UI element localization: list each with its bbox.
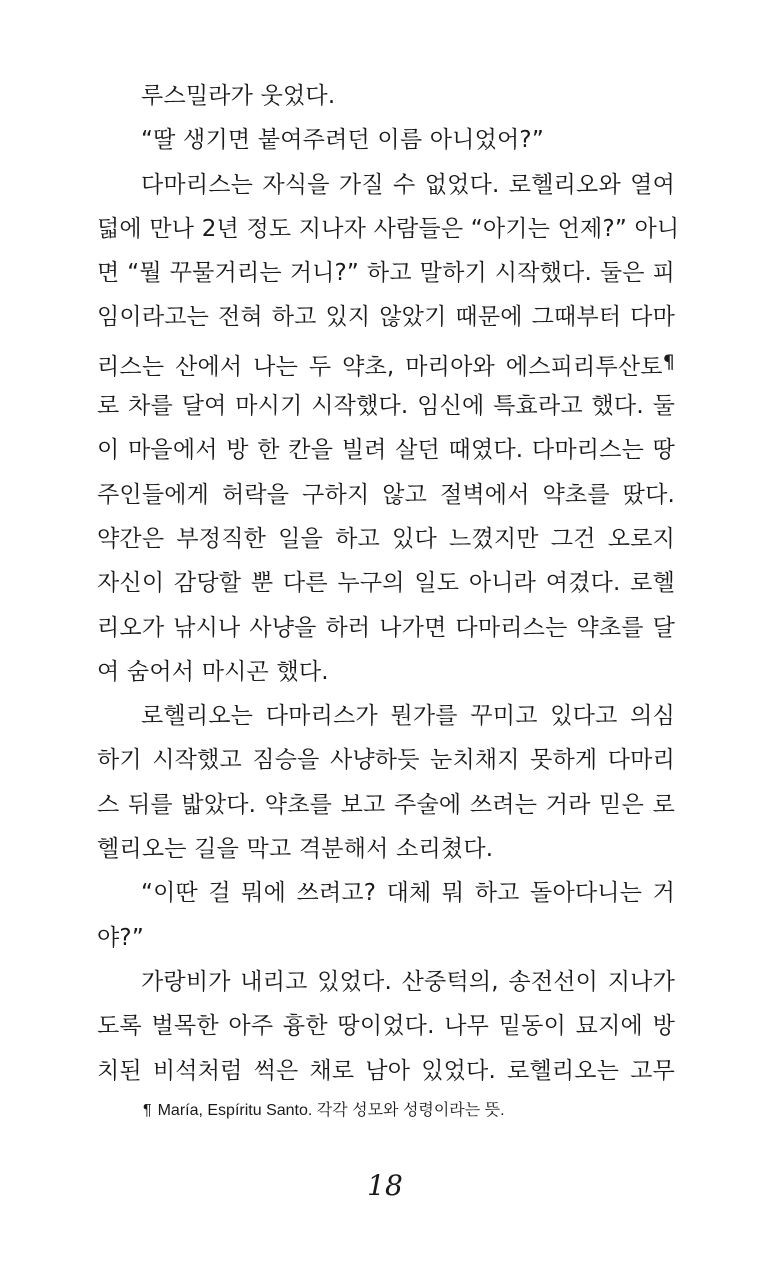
text-line: 덟에 만나 2년 정도 지나자 사람들은 “아기는 언제?” 아니: [97, 215, 680, 242]
footnote-marker: ¶: [662, 350, 675, 373]
footnote-symbol: ¶: [143, 1102, 152, 1119]
text-line: 루스밀라가 웃었다.: [141, 83, 336, 109]
text-line: 헬리오는 길을 막고 격분해서 소리쳤다.: [97, 836, 494, 863]
text-line: “딸 생기면 붙여주려던 이름 아니었어?”: [141, 127, 544, 154]
page-number: 18: [367, 1169, 403, 1202]
text-line: 이 마을에서 방 한 칸을 빌려 살던 때였다. 다마리스는 땅: [97, 437, 675, 464]
text-line: 여 숨어서 마시곤 했다.: [97, 658, 329, 685]
text-line: 도록 벌목한 아주 흉한 땅이었다. 나무 밑동이 묘지에 방: [97, 1013, 675, 1040]
text-line: 가랑비가 내리고 있었다. 산중턱의, 송전선이 지나가: [141, 968, 675, 995]
text-line: 다마리스는 자식을 가질 수 없었다. 로헬리오와 열여: [141, 171, 675, 198]
text-line: 면 “뭘 꾸물거리는 거니?” 하고 말하기 시작했다. 둘은 피: [97, 260, 675, 287]
text-line: 주인들에게 허락을 구하지 않고 절벽에서 약초를 땄다.: [97, 481, 675, 508]
text-line: 리오가 낚시나 사냥을 하러 나가면 다마리스는 약초를 달: [97, 614, 675, 641]
text-line: 야?”: [97, 924, 144, 951]
text-line: 하기 시작했고 짐승을 사냥하듯 눈치채지 못하게 다마리: [97, 747, 675, 774]
text-line: 로헬리오는 다마리스가 뭔가를 꾸미고 있다고 의심: [141, 703, 675, 730]
text-line: 로 차를 달여 마시기 시작했다. 임신에 특효라고 했다. 둘: [97, 393, 675, 420]
text-line: 약간은 부정직한 일을 하고 있다 느꼈지만 그건 오로지: [97, 525, 675, 552]
text-line: 리스는 산에서 나는 두 약초, 마리아와 에스피리투산토: [97, 353, 663, 380]
text-line: 치된 비석처럼 썩은 채로 남아 있었다. 로헬리오는 고무: [97, 1057, 675, 1084]
text-line: “이딴 걸 뭐에 쓰려고? 대체 뭐 하고 돌아다니는 거: [141, 880, 675, 907]
text-line-with-footnote: [97, 340, 675, 384]
text-line: 스 뒤를 밟았다. 약초를 보고 주술에 쓰려는 거라 믿은 로: [97, 791, 675, 818]
body-text: [97, 74, 680, 1093]
footnote: [143, 1100, 505, 1122]
text-line: 임이라고는 전혀 하고 있지 않았기 때문에 그때부터 다마: [97, 304, 675, 331]
text-line: 자신이 감당할 뿐 다른 누구의 일도 아니라 여겼다. 로헬: [97, 570, 675, 597]
footnote-text: María, Espíritu Santo. 각각 성모와 성령이라는 뜻.: [157, 1102, 505, 1119]
